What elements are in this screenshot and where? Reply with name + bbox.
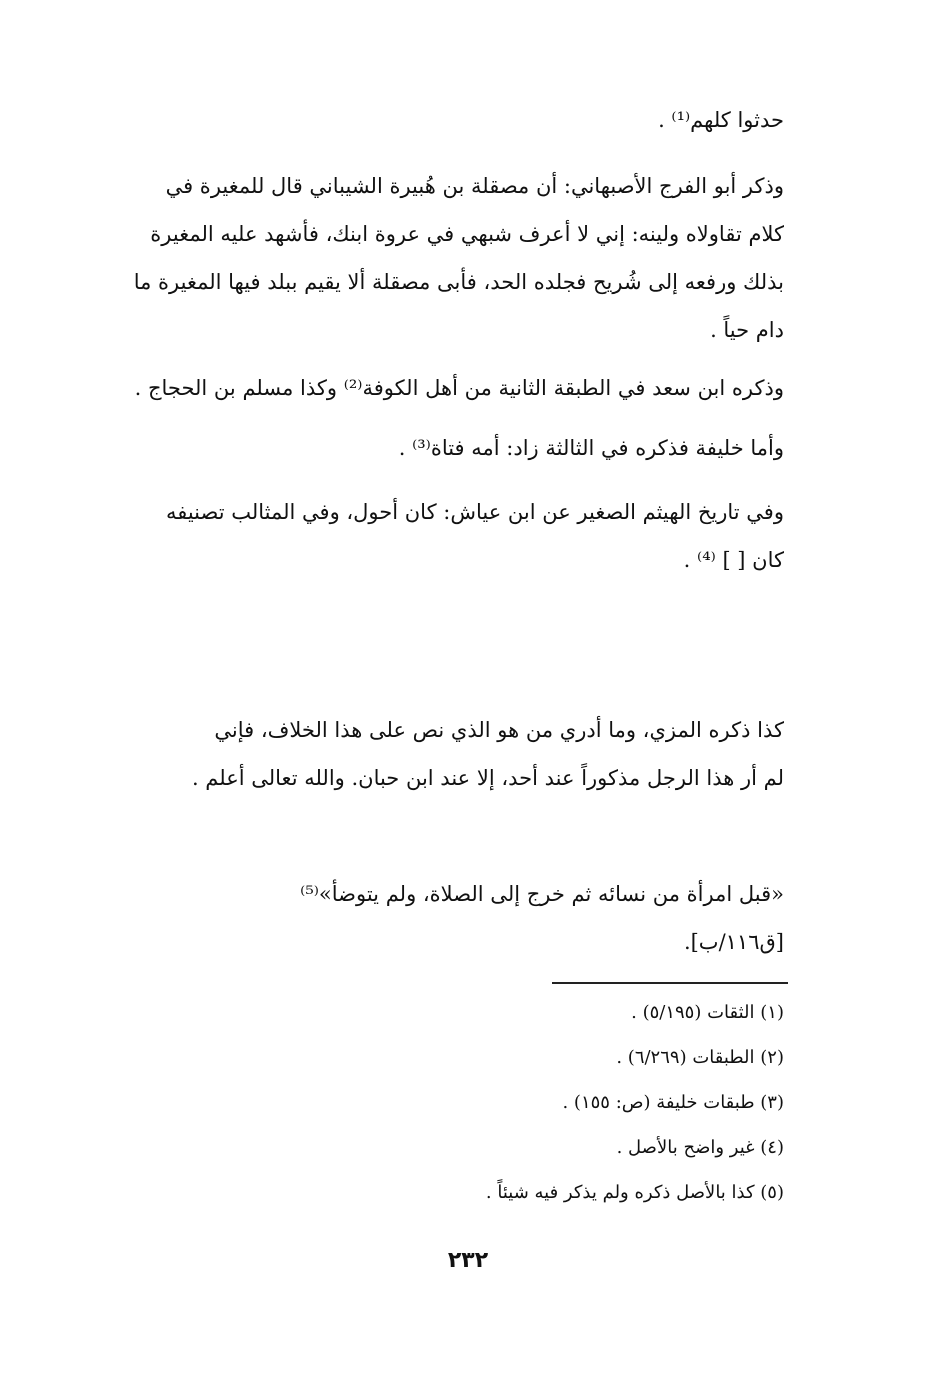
footnote-separator [552, 982, 788, 984]
paragraph-2 [133, 162, 784, 354]
text-line: وأما خليفة فذكره في الثالثة زاد: أمه فتاة⁽³⁾ . [398, 436, 784, 460]
heading-line [144, 592, 784, 648]
paragraph-6 [144, 706, 784, 802]
text-line: بذلك ورفعه إلى شُريح فجلده الحد، فأبى مصقلة ألا يقيم ببلد فيها المغيرة ما [133, 270, 784, 294]
paragraph-3 [134, 364, 784, 412]
footnotes [144, 990, 784, 1215]
footnote-4: (٤) غير واضح بالأصل . [616, 1137, 784, 1158]
footnote-5: (٥) كذا بالأصل ذكره ولم يذكر فيه شيئاً . [485, 1182, 784, 1203]
text-line: وفي تاريخ الهيثم الصغير عن ابن عياش: كان أحول، وفي المثالب تصنيفه [165, 500, 784, 524]
entry-3698-heading [144, 592, 784, 704]
text-line: كلام تقاولاه ولينه: إني لا أعرف شبهي في عروة ابنك، فأشهد عليه المغيرة [150, 222, 784, 246]
text-line: [ق١١٦/ب]. [683, 930, 784, 954]
text-line: حدثوا كلهم⁽¹⁾ . [658, 108, 784, 132]
text-line: كذا ذكره المزي، وما أدري من هو الذي نص على هذا الخلاف، فإني [214, 718, 784, 742]
text-line: وذكر أبو الفرج الأصبهاني: أن مصقلة بن هُبيرة الشيباني قال للمغيرة في [165, 174, 784, 198]
paragraph-7 [144, 870, 784, 966]
entry-3699-heading [144, 812, 784, 868]
footnote-1: (١) الثقات (٥/١٩٥) . [631, 1002, 784, 1023]
paragraph-1 [144, 96, 784, 144]
text-line: دام حياً . [710, 318, 784, 342]
text-line: لم أر هذا الرجل مذكوراً عند أحد، إلا عند ابن حبان. والله تعالى أعلم . [191, 766, 784, 790]
footnote-2: (٢) الطبقات (٦/٢٦٩) . [616, 1047, 784, 1068]
page-number: ٢٣٢ [447, 1248, 489, 1273]
text-line: كان [ ] ⁽⁴⁾ . [683, 548, 784, 572]
paragraph-5 [144, 488, 784, 584]
text-line: وذكره ابن سعد في الطبقة الثانية من أهل الكوفة⁽²⁾ وكذا مسلم بن الحجاج . [134, 376, 784, 400]
text-line: «قبل امرأة من نسائه ثم خرج إلى الصلاة، ولم يتوضأ»⁽⁵⁾ [300, 882, 784, 906]
heading-line [144, 812, 784, 868]
paragraph-4 [144, 424, 784, 472]
footnote-3: (٣) طبقات خليفة (ص: ١٥٥) . [562, 1092, 784, 1113]
heading-line [144, 648, 784, 704]
